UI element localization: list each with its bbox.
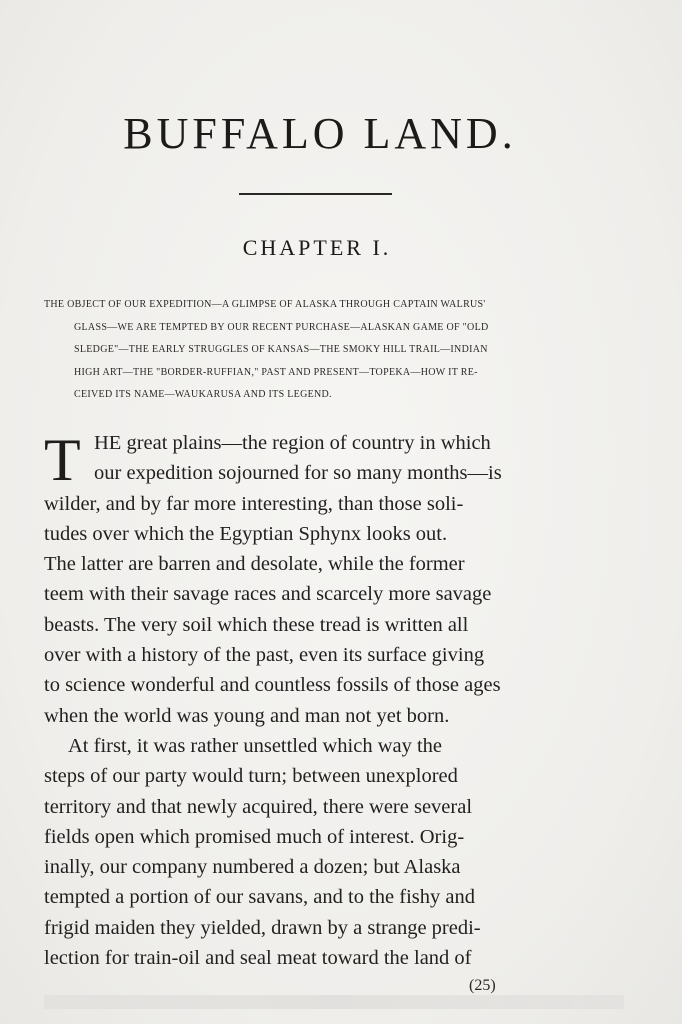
chapter-heading: CHAPTER I. <box>242 235 392 260</box>
text-line: teem with their savage races and scarcely more savage <box>44 583 492 606</box>
text-line: wilder, and by far more interesting, than those soli- <box>44 492 464 515</box>
body-text <box>44 428 604 973</box>
text-line: lection for train-oil and seal meat toward the land of <box>44 947 472 970</box>
title-rule <box>239 193 392 195</box>
text-line: HE great plains—the region of country in which <box>94 432 491 454</box>
drop-cap: T <box>44 427 81 493</box>
text-line: The latter are barren and desolate, while the former <box>44 553 465 576</box>
text-line: inally, our company numbered a dozen; but Alaska <box>44 856 461 879</box>
text-line: steps of our party would turn; between unexplored <box>44 765 458 788</box>
text-line: At first, it was rather unsettled which way the <box>68 734 443 757</box>
synopsis-line: SLEDGE"—THE EARLY STRUGGLES OF KANSAS—THE SMOKY HILL TRAIL—INDIAN <box>74 344 488 355</box>
text-line: when the world was young and man not yet born. <box>44 704 450 727</box>
book-title: BUFFALO LAND. <box>123 109 517 158</box>
text-line: beasts. The very soil which these tread is written all <box>44 613 469 636</box>
text-line: frigid maiden they yielded, drawn by a strange predi- <box>44 916 481 939</box>
text-line: territory and that newly acquired, there were several <box>44 795 473 818</box>
text-line: tempted a portion of our savans, and to the fishy and <box>44 886 475 909</box>
paragraph-2 <box>44 731 604 973</box>
paragraph-1 <box>44 428 604 731</box>
synopsis-line: THE OBJECT OF OUR EXPEDITION—A GLIMPSE OF ALASKA THROUGH CAPTAIN WALRUS' <box>44 299 486 310</box>
synopsis-line: GLASS—WE ARE TEMPTED BY OUR RECENT PURCHASE—ALASKAN GAME OF "OLD <box>74 321 489 333</box>
synopsis-line: HIGH ART—THE "BORDER-RUFFIAN," PAST AND PRESENT—TOPEKA—HOW IT RE- <box>74 366 478 378</box>
text-line: to science wonderful and countless fossils of those ages <box>44 674 501 697</box>
bleed-through-shadow <box>44 995 624 1009</box>
text-line: our expedition sojourned for so many months—is <box>94 462 502 485</box>
text-line: over with a history of the past, even its surface giving <box>44 644 485 667</box>
page-number: (25) <box>469 977 496 994</box>
synopsis-line: CEIVED ITS NAME—WAUKARUSA AND ITS LEGEND. <box>74 389 332 400</box>
chapter-synopsis <box>44 294 602 407</box>
text-line: tudes over which the Egyptian Sphynx looks out. <box>44 522 448 545</box>
text-line: fields open which promised much of interest. Orig- <box>44 825 465 848</box>
